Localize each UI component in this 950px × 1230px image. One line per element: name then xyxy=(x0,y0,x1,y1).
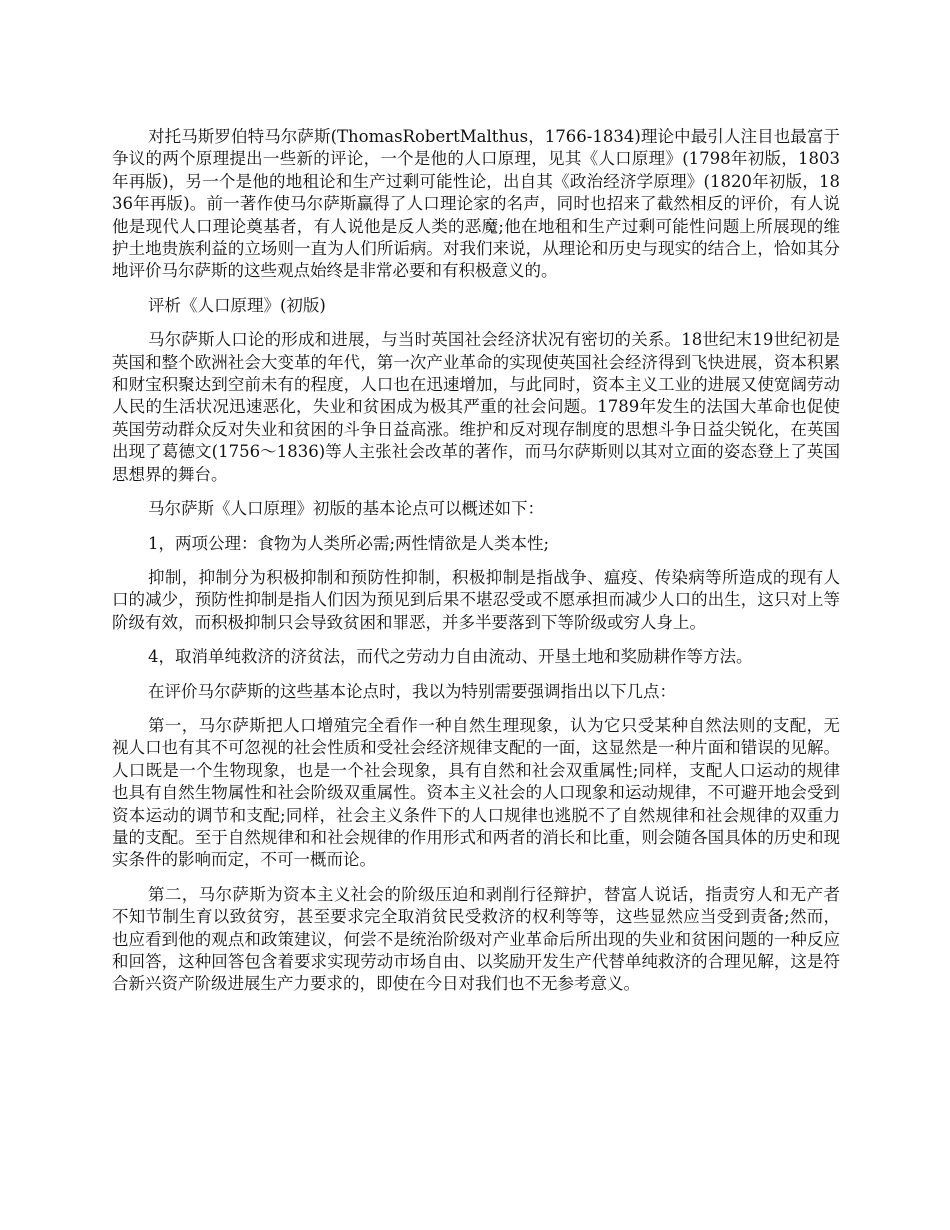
paragraph-summary-lead: 马尔萨斯《人口原理》初版的基本论点可以概述如下： xyxy=(148,499,544,519)
paragraph-intro: 对托马斯罗伯特马尔萨斯(ThomasRobertMalthus，1766-1834)理论中最引人注目也最富于争议的两个原理提出一些新的评论，一个是他的人口原理，见其《人口原理》(1798年初版，1803年再版)，另一个是他的地租论和生产过剩可能性论，出自其《政治经济学原理》(1820年初版，1836年再版)。前一著作使马尔萨斯赢得了人口理论家的名声，同时也招来了截然相反的评价，有人说他是现代人口理论奠基者，有人说他是反人类的恶魔;他在地租和生产过剩可能性问题上所展现的维护土地贵族利益的立场则一直为人们所诟病。对我们来说，从理论和历史与现实的结合上，恰如其分地评价马尔萨斯的这些观点始终是非常必要和有积极意义的。 xyxy=(112,127,840,281)
section-heading: 评析《人口原理》(初版) xyxy=(148,295,326,315)
paragraph-point-1: 1，两项公理：食物为人类所必需;两性情欲是人类本性; xyxy=(148,533,550,553)
paragraph-evaluation-lead: 在评价马尔萨斯的这些基本论点时，我以为特别需要强调指出以下几点： xyxy=(148,681,676,701)
paragraph-first-point: 第一，马尔萨斯把人口增殖完全看作一种自然生理现象，认为它只受某种自然法则的支配，无视人口也有其不可忽视的社会性质和受社会经济规律支配的一面，这显然是一种片面和错误的见解。人口既是一个生物现象，也是一个社会现象，具有自然和社会双重属性;同样，支配人口运动的规律也具有自然生物属性和社会阶级双重属性。资本主义社会的人口现象和运动规律，不可避开地会受到资本运动的调节和支配;同样，社会主义条件下的人口规律也逃脱不了自然规律和社会规律的双重力量的支配。至于自然规律和和社会规律的作用形式和两者的消长和比重，则会随各国具体的历史和现实条件的影响而定，不可一概而论。 xyxy=(112,715,840,870)
paragraph-point-4: 4，取消单纯救济的济贫法，而代之劳动力自由流动、开垦土地和奖励耕作等方法。 xyxy=(148,647,753,667)
paragraph-second-point: 第二，马尔萨斯为资本主义社会的阶级压迫和剥削行径辩护，替富人说话，指责穷人和无产者不知节制生育以致贫穷，甚至要求完全取消贫民受救济的权利等等，这些显然应当受到责备;然而，也应看到他的观点和政策建议，何尝不是统治阶级对产业革命后所出现的失业和贫困问题的一种反应和回答，这种回答包含着要求实现劳动市场自由、以奖励开发生产代替单纯救济的合理见解，这是符合新兴资产阶级进展生产力要求的，即使在今日对我们也不无参考意义。 xyxy=(112,884,840,994)
document-body xyxy=(112,126,840,1008)
paragraph-checks: 抑制，抑制分为积极抑制和预防性抑制，积极抑制是指战争、瘟疫、传染病等所造成的现有人口的减少，预防性抑制是指人们因为预见到后果不堪忍受或不愿承担而减少人口的出生，这只对上等阶级有效，而积极抑制只会导致贫困和罪恶，并多半要落到下等阶级或穷人身上。 xyxy=(112,567,840,632)
paragraph-background: 马尔萨斯人口论的形成和进展，与当时英国社会经济状况有密切的关系。18世纪末19世纪初是英国和整个欧洲社会大变革的年代，第一次产业革命的实现使英国社会经济得到飞快进展，资本积累和财宝积聚达到空前未有的程度，人口也在迅速增加，与此同时，资本主义工业的进展又使宽阔劳动人民的生活状况迅速恶化，失业和贫困成为极其严重的社会问题。1789年发生的法国大革命也促使英国劳动群众反对失业和贫困的斗争日益高涨。维护和反对现存制度的思想斗争日益尖锐化，在英国出现了葛德文(1756～1836)等人主张社会改革的著作，而马尔萨斯则以其对立面的姿态登上了英国思想界的舞台。 xyxy=(112,330,840,484)
